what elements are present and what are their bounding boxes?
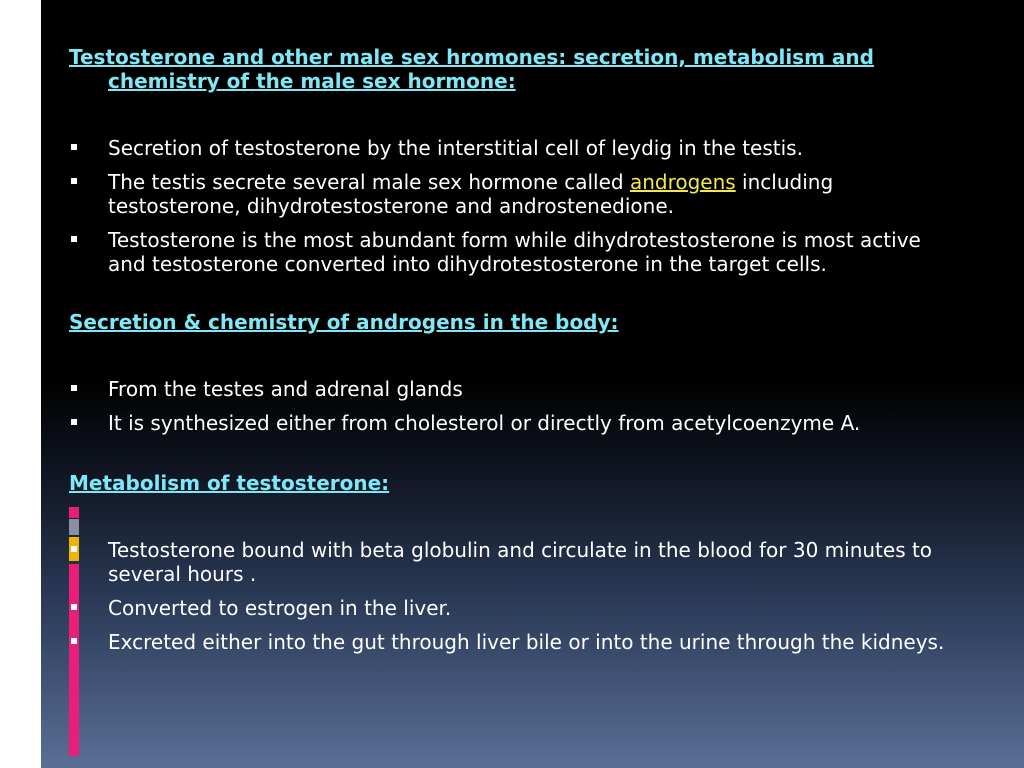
list-item: [69, 136, 949, 160]
bullet-text-pre: The testis secrete several male sex hormone called: [108, 170, 630, 194]
square-bullet-icon: [71, 178, 77, 184]
bullet-text-post: including testosterone, dihydrotestosterone and androstenedione.: [108, 170, 834, 218]
bullet-text: Converted to estrogen in the liver.: [108, 596, 452, 620]
list-item: [69, 411, 949, 435]
androgens-link[interactable]: androgens: [629, 170, 736, 194]
list-item: [69, 630, 949, 654]
square-bullet-icon: [71, 604, 77, 610]
bullet-text: From the testes and adrenal glands: [108, 377, 463, 401]
bullet-list-metabolism: [69, 538, 949, 654]
list-item: [69, 228, 949, 276]
square-bullet-icon: [71, 385, 77, 391]
bullet-text: Testosterone bound with beta globulin and circulate in the blood for 30 minutes to several hours .: [108, 538, 933, 586]
section-heading-hormones: Testosterone and other male sex hromones: secretion, metabolism and chemistry of the male sex hormone:: [69, 45, 874, 93]
list-item: [69, 538, 949, 586]
section-heading-androgens: Secretion & chemistry of androgens in the body:: [69, 310, 619, 334]
list-item: [69, 596, 949, 620]
bullet-text: Secretion of testosterone by the interstitial cell of leydig in the testis.: [108, 136, 803, 160]
bullet-list-hormones: [69, 136, 949, 276]
list-item: [69, 377, 949, 401]
bullet-list-androgens: [69, 377, 949, 435]
bullet-text: Testosterone is the most abundant form while dihydrotestosterone is most active and testosterone converted into dihydrotestosterone in the target cells.: [108, 228, 921, 276]
square-bullet-icon: [71, 419, 77, 425]
bullet-text: It is synthesized either from cholesterol or directly from acetylcoenzyme A.: [108, 411, 861, 435]
square-bullet-icon: [71, 236, 77, 242]
left-margin-strip: [0, 0, 41, 768]
square-bullet-icon: [71, 144, 77, 150]
list-item: [69, 170, 949, 218]
square-bullet-icon: [71, 546, 77, 552]
slide-content: [69, 45, 949, 664]
bullet-text: Excreted either into the gut through liver bile or into the urine through the kidneys.: [108, 630, 945, 654]
section-heading-metabolism: Metabolism of testosterone:: [69, 471, 390, 495]
square-bullet-icon: [71, 638, 77, 644]
